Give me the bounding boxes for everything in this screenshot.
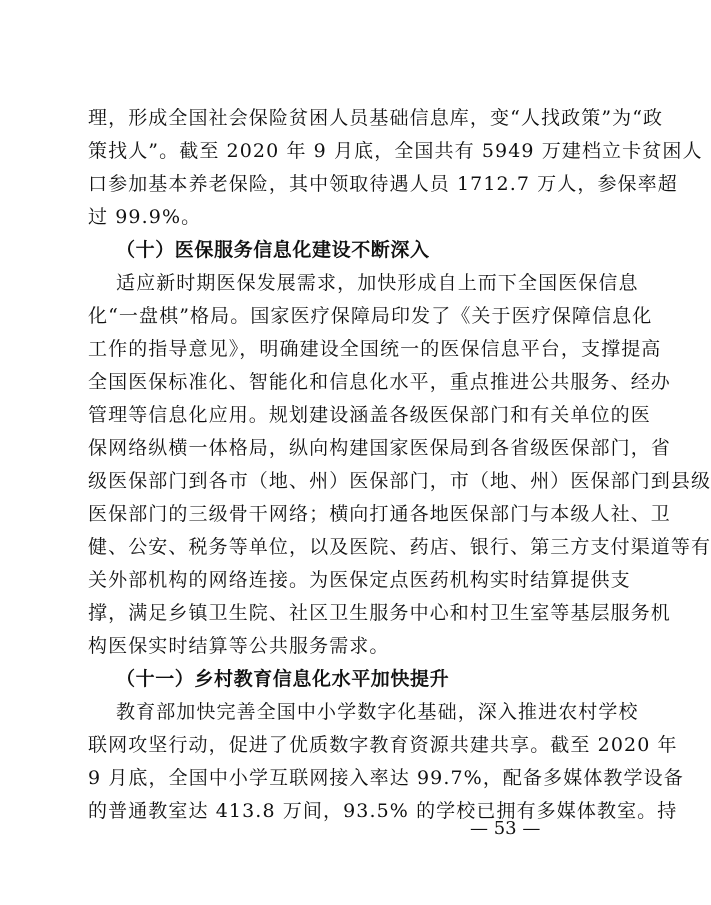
text-line: 过 99.9%。 — [88, 206, 202, 228]
section-heading-11: （十一）乡村教育信息化水平加快提升 — [116, 668, 450, 690]
text-line: 理，形成全国社会保险贫困人员基础信息库，变“人找政策”为“政 — [88, 107, 664, 129]
text-line: 口参加基本养老保险，其中领取待遇人员 1712.7 万人，参保率超 — [88, 173, 678, 195]
text-line: 健、公安、税务等单位，以及医院、药店、银行、第三方支付渠道等有 — [88, 536, 711, 558]
section-heading-10: （十）医保服务信息化建设不断深入 — [116, 239, 430, 261]
text-line: 管理等信息化应用。规划建设涵盖各级医保部门和有关单位的医 — [88, 404, 651, 426]
text-line: 教育部加快完善全国中小学数字化基础，深入推进农村学校 — [116, 701, 639, 723]
text-line: 关外部机构的网络连接。为医保定点医药机构实时结算提供支 — [88, 569, 631, 591]
text-line: 构医保实时结算等公共服务需求。 — [88, 635, 390, 657]
text-line: 撑，满足乡镇卫生院、社区卫生服务中心和村卫生室等基层服务机 — [88, 602, 671, 624]
text-line: 的普通教室达 413.8 万间，93.5% 的学校已拥有多媒体教室。持 — [88, 800, 678, 822]
text-line: 化“一盘棋”格局。国家医疗保障局印发了《关于医疗保障信息化 — [88, 305, 653, 327]
text-line: 保网络纵横一体格局，纵向构建国家医保局到各省级医保部门，省 — [88, 437, 671, 459]
text-line: 工作的指导意见》，明确建设全国统一的医保信息平台，支撑提高 — [88, 338, 662, 360]
text-line: 联网攻坚行动，促进了优质数字教育资源共建共享。截至 2020 年 — [88, 734, 678, 756]
text-line: 适应新时期医保发展需求，加快形成自上而下全国医保信息 — [116, 272, 639, 294]
text-line: 全国医保标准化、智能化和信息化水平，重点推进公共服务、经办 — [88, 371, 671, 393]
text-line: 策找人”。截至 2020 年 9 月底，全国共有 5949 万建档立卡贫困人 — [88, 140, 703, 162]
page-number: — 53 — — [470, 818, 541, 839]
text-line: 9 月底，全国中小学互联网接入率达 99.7%，配备多媒体教学设备 — [88, 767, 684, 789]
text-line: 医保部门的三级骨干网络；横向打通各地医保部门与本级人社、卫 — [88, 503, 671, 525]
text-line: 级医保部门到各市（地、州）医保部门，市（地、州）医保部门到县级 — [88, 470, 711, 492]
